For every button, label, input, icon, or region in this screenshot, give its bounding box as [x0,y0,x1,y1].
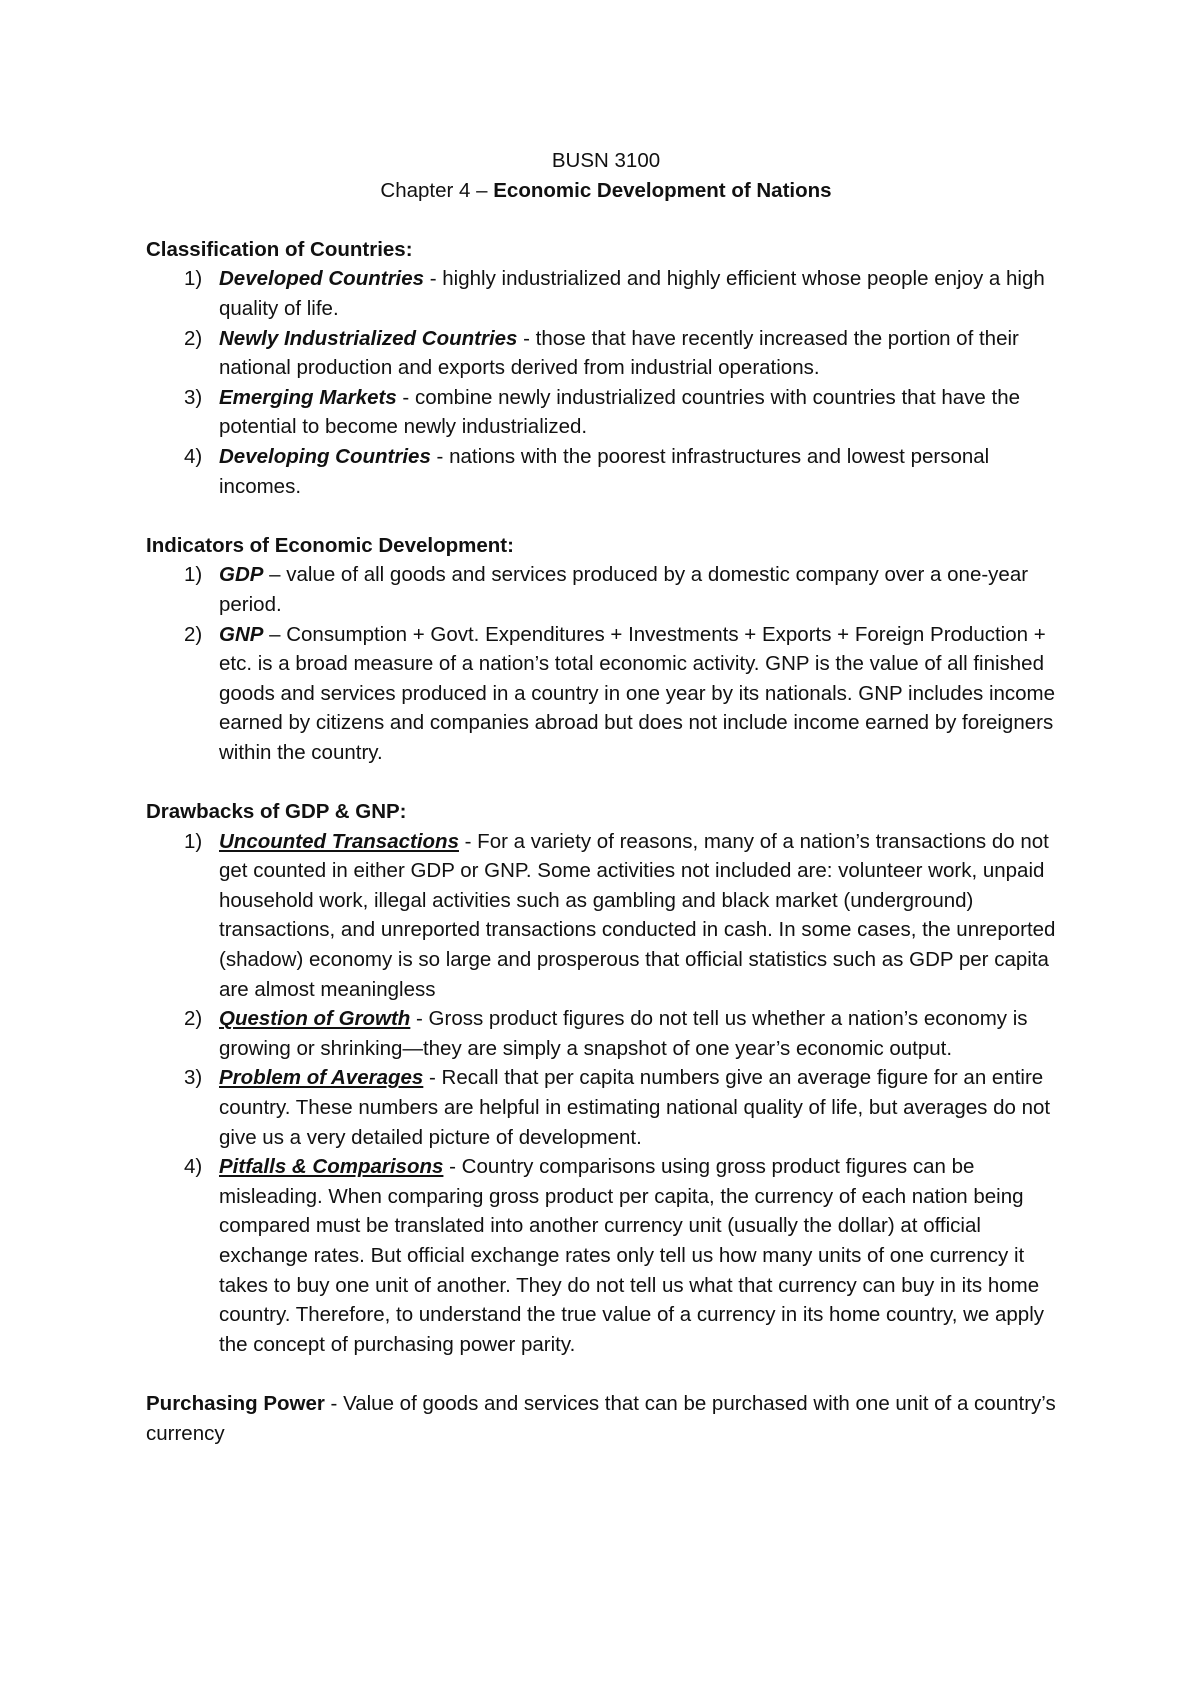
list-item [146,1152,1066,1359]
purchasing-power-paragraph [146,1389,1066,1448]
list-item [146,1004,1066,1063]
item-term: GDP [219,563,264,587]
item-term: Pitfalls & Comparisons [219,1155,444,1179]
classification-list [146,264,1066,501]
item-text: - Recall that per capita numbers give an average figure for an entire country. These numbers are helpful in estimating national quality of life, but averages do not give us a very detailed picture of development. [219,1066,1051,1149]
item-term: Emerging Markets [219,385,397,409]
item-number: 4) [184,1155,203,1179]
item-text: – value of all goods and services produced by a domestic company over a one-year period. [219,563,1029,616]
item-text: - Country comparisons using gross product figures can be misleading. When comparing gross product per capita, the currency of each nation being compared must be translated into another currency unit (usually the dollar) at official exchange rates. But official exchange rates only tell us how many units of one currency it takes to buy one unit of another. They do not tell us what that currency can buy in its home country. Therefore, to understand the true value of a currency in its home country, we apply the concept of purchasing power parity. [219,1155,1044,1356]
spacer [146,501,1066,531]
list-item [146,442,1066,501]
course-code: BUSN 3100 [551,149,661,172]
item-text: – Consumption + Govt. Expenditures + Investments + Exports + Foreign Production + etc. is a broad measure of a nation’s total economic activity. GNP is the value of all finished goods and services produced in a country in one year by its nationals. GNP includes income earned by citizens and companies abroad but does not include income earned by foreigners within the country. [219,622,1056,764]
purchasing-power-term: Purchasing Power [146,1391,325,1415]
indicators-heading: Indicators of Economic Development: [146,533,514,557]
list-item [146,1063,1066,1152]
item-term: Problem of Averages [219,1066,424,1090]
chapter-title [146,176,1066,206]
list-item [146,264,1066,323]
item-term: Developing Countries [219,444,431,468]
spacer [146,205,1066,235]
item-text: - combine newly industrialized countries with countries that have the potential to become newly industrialized. [219,385,1021,439]
list-item [146,827,1066,1005]
drawbacks-heading: Drawbacks of GDP & GNP: [146,800,407,824]
item-number: 4) [184,444,203,468]
item-term: Question of Growth [219,1007,411,1031]
item-number: 3) [184,385,203,409]
classification-heading: Classification of Countries: [146,237,413,261]
list-item [146,620,1066,768]
purchasing-power-text: - Value of goods and services that can be purchased with one unit of a country’s currency [146,1391,1056,1445]
item-text: - nations with the poorest infrastructures and lowest personal incomes. [219,444,990,498]
item-text: - Gross product figures do not tell us whether a nation’s economy is growing or shrinking—they are simply a snapshot of one year’s economic output. [219,1007,1028,1060]
item-text: - those that have recently increased the portion of their national production and exports derived from industrial operations. [219,326,1019,380]
item-number: 1) [184,563,203,587]
item-number: 2) [184,326,203,350]
item-number: 1) [184,829,203,853]
list-item [146,383,1066,442]
item-number: 2) [184,1007,203,1031]
list-item [146,560,1066,619]
indicators-list [146,560,1066,767]
drawbacks-list [146,827,1066,1360]
item-text: - highly industrialized and highly efficient whose people enjoy a high quality of life. [219,267,1045,320]
item-text: - For a variety of reasons, many of a nation’s transactions do not get counted in either GDP or GNP. Some activities not included are: volunteer work, unpaid household work, illegal activities such as gambling and black market (underground) transactions, and unreported transactions conducted in cash. In some cases, the unreported (shadow) economy is so large and prosperous that official statistics such as GDP per capita are almost meaningless [219,829,1056,1001]
list-item [146,324,1066,383]
chapter-name: Economic Development of Nations [493,178,832,202]
item-term: Newly Industrialized Countries [219,326,518,350]
spacer [146,1359,1066,1389]
chapter-prefix: Chapter 4 – [380,178,494,202]
item-number: 1) [184,267,203,291]
item-term: Uncounted Transactions [219,829,459,853]
document-body [146,146,1066,1448]
item-term: GNP [219,622,264,646]
spacer [146,767,1066,797]
item-term: Developed Countries [219,267,425,291]
item-number: 2) [184,622,203,646]
item-number: 3) [184,1066,203,1090]
